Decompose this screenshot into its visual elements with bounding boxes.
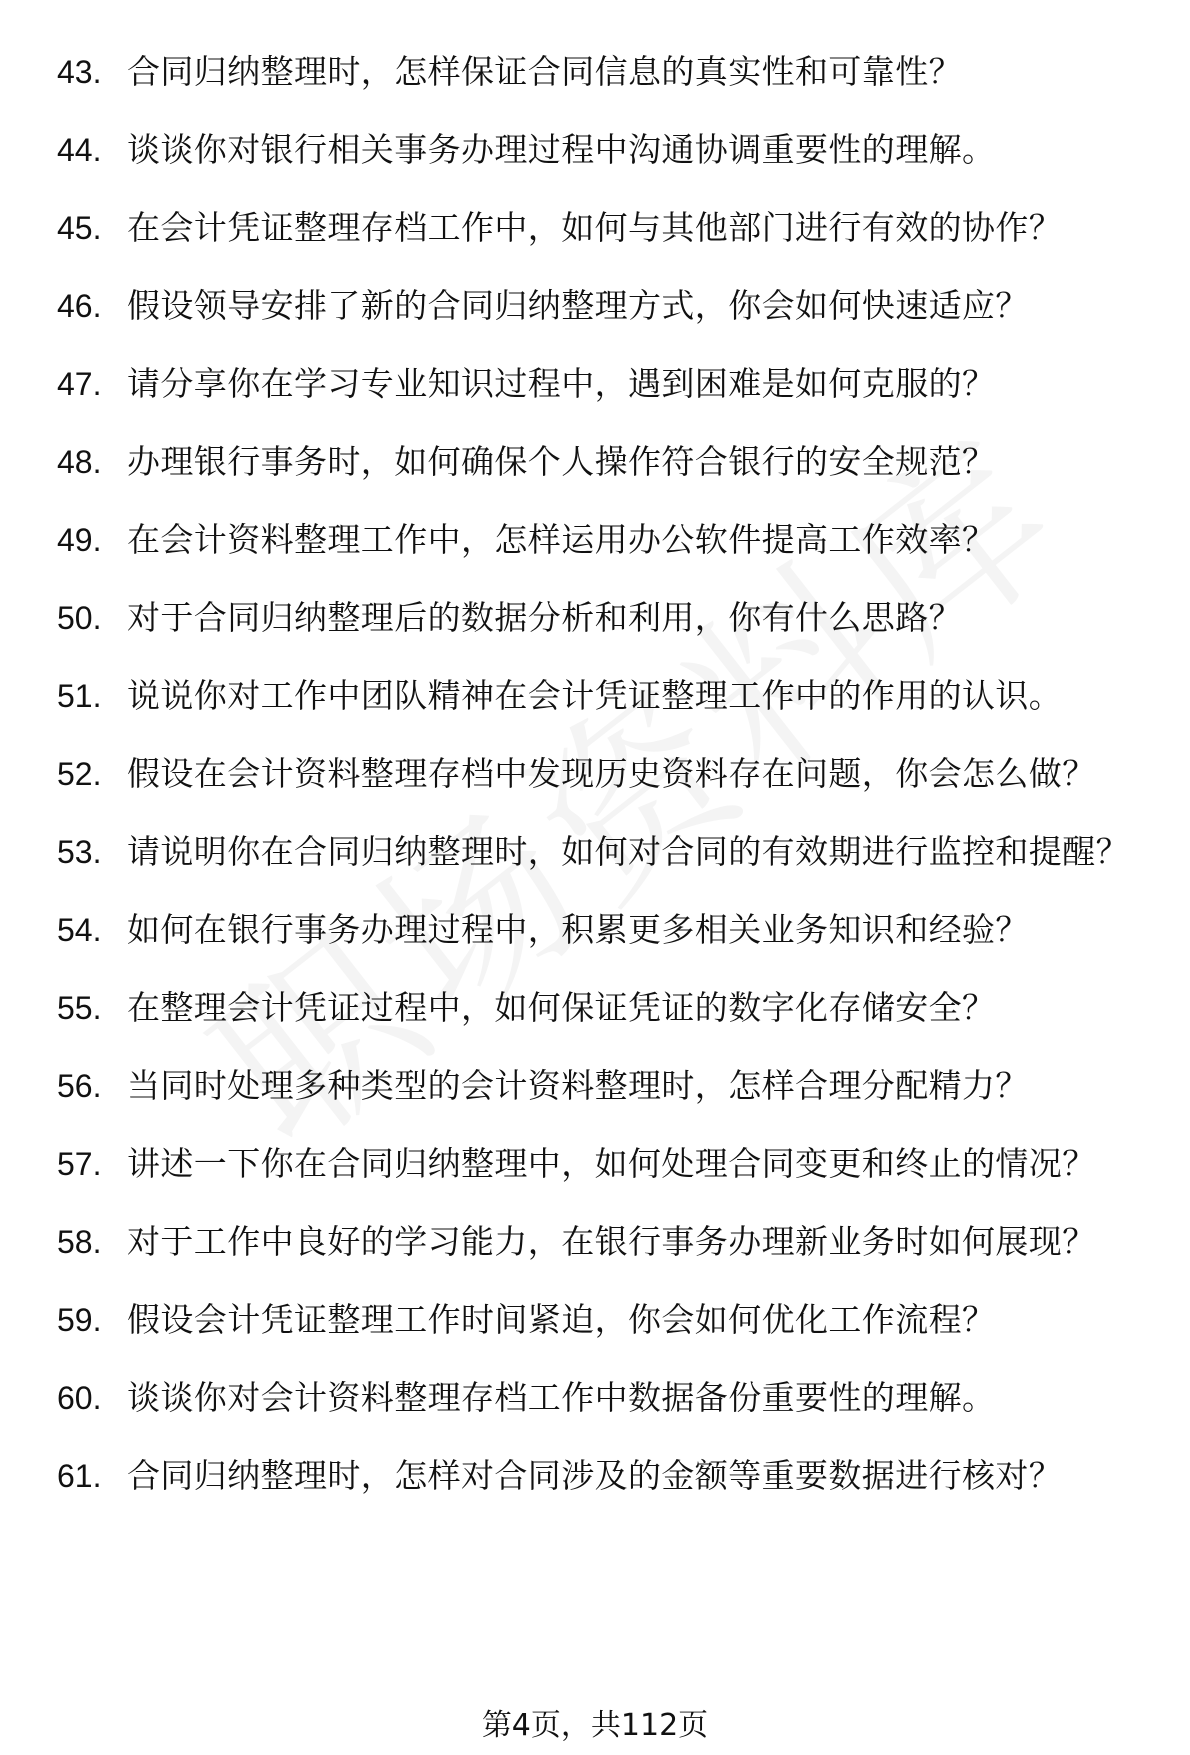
- question-text: 假设会计凭证整理工作时间紧迫，你会如何优化工作流程？: [127, 1300, 996, 1339]
- question-number: 53.: [57, 834, 102, 870]
- question-number: 49.: [57, 522, 102, 558]
- question-text: 对于合同归纳整理后的数据分析和利用，你有什么思路？: [127, 598, 962, 637]
- question-text: 说说你对工作中团队精神在会计凭证整理工作中的作用的认识。: [127, 676, 1063, 715]
- question-item: [57, 754, 1167, 794]
- question-text: 在会计资料整理工作中，怎样运用办公软件提高工作效率？: [127, 520, 996, 559]
- question-item: [57, 598, 1167, 638]
- question-text: 假设在会计资料整理存档中发现历史资料存在问题，你会怎么做？: [127, 754, 1096, 793]
- question-item: [57, 442, 1167, 482]
- question-item: [57, 832, 1167, 872]
- question-item: [57, 1378, 1167, 1418]
- question-number: 55.: [57, 990, 102, 1026]
- question-number: 57.: [57, 1146, 102, 1182]
- question-item: [57, 208, 1167, 248]
- question-number: 52.: [57, 756, 102, 792]
- question-number: 44.: [57, 132, 102, 168]
- question-item: [57, 130, 1167, 170]
- question-text: 谈谈你对会计资料整理存档工作中数据备份重要性的理解。: [127, 1378, 996, 1417]
- question-text: 对于工作中良好的学习能力，在银行事务办理新业务时如何展现？: [127, 1222, 1096, 1261]
- question-item: [57, 364, 1167, 404]
- question-number: 51.: [57, 678, 102, 714]
- question-text: 假设领导安排了新的合同归纳整理方式，你会如何快速适应？: [127, 286, 1029, 325]
- question-text: 请分享你在学习专业知识过程中，遇到困难是如何克服的？: [127, 364, 996, 403]
- question-text: 合同归纳整理时，怎样对合同涉及的金额等重要数据进行核对？: [127, 1456, 1063, 1495]
- question-number: 48.: [57, 444, 102, 480]
- question-number: 54.: [57, 912, 102, 948]
- question-text: 在整理会计凭证过程中，如何保证凭证的数字化存储安全？: [127, 988, 996, 1027]
- question-number: 47.: [57, 366, 102, 402]
- question-number: 61.: [57, 1458, 102, 1494]
- question-text: 谈谈你对银行相关事务办理过程中沟通协调重要性的理解。: [127, 130, 996, 169]
- question-number: 56.: [57, 1068, 102, 1104]
- question-number: 58.: [57, 1224, 102, 1260]
- question-item: [57, 988, 1167, 1028]
- question-text: 合同归纳整理时，怎样保证合同信息的真实性和可靠性？: [127, 52, 962, 91]
- question-item: [57, 1456, 1167, 1496]
- question-item: [57, 286, 1167, 326]
- question-item: [57, 520, 1167, 560]
- question-number: 45.: [57, 210, 102, 246]
- question-item: [57, 1222, 1167, 1262]
- question-item: [57, 910, 1167, 950]
- question-text: 在会计凭证整理存档工作中，如何与其他部门进行有效的协作？: [127, 208, 1063, 247]
- question-list: [57, 52, 1167, 1534]
- question-text: 如何在银行事务办理过程中，积累更多相关业务知识和经验？: [127, 910, 1029, 949]
- question-item: [57, 1144, 1167, 1184]
- question-number: 60.: [57, 1380, 102, 1416]
- page-number: 第4页，共112页: [481, 1708, 709, 1743]
- question-number: 59.: [57, 1302, 102, 1338]
- question-text: 当同时处理多种类型的会计资料整理时，怎样合理分配精力？: [127, 1066, 1029, 1105]
- question-item: [57, 1066, 1167, 1106]
- question-number: 46.: [57, 288, 102, 324]
- question-number: 50.: [57, 600, 102, 636]
- question-text: 讲述一下你在合同归纳整理中，如何处理合同变更和终止的情况？: [127, 1144, 1096, 1183]
- question-text: 请说明你在合同归纳整理时，如何对合同的有效期进行监控和提醒？: [127, 832, 1129, 871]
- question-item: [57, 52, 1167, 92]
- question-item: [57, 1300, 1167, 1340]
- question-text: 办理银行事务时，如何确保个人操作符合银行的安全规范？: [127, 442, 996, 481]
- question-item: [57, 676, 1167, 716]
- question-number: 43.: [57, 54, 102, 90]
